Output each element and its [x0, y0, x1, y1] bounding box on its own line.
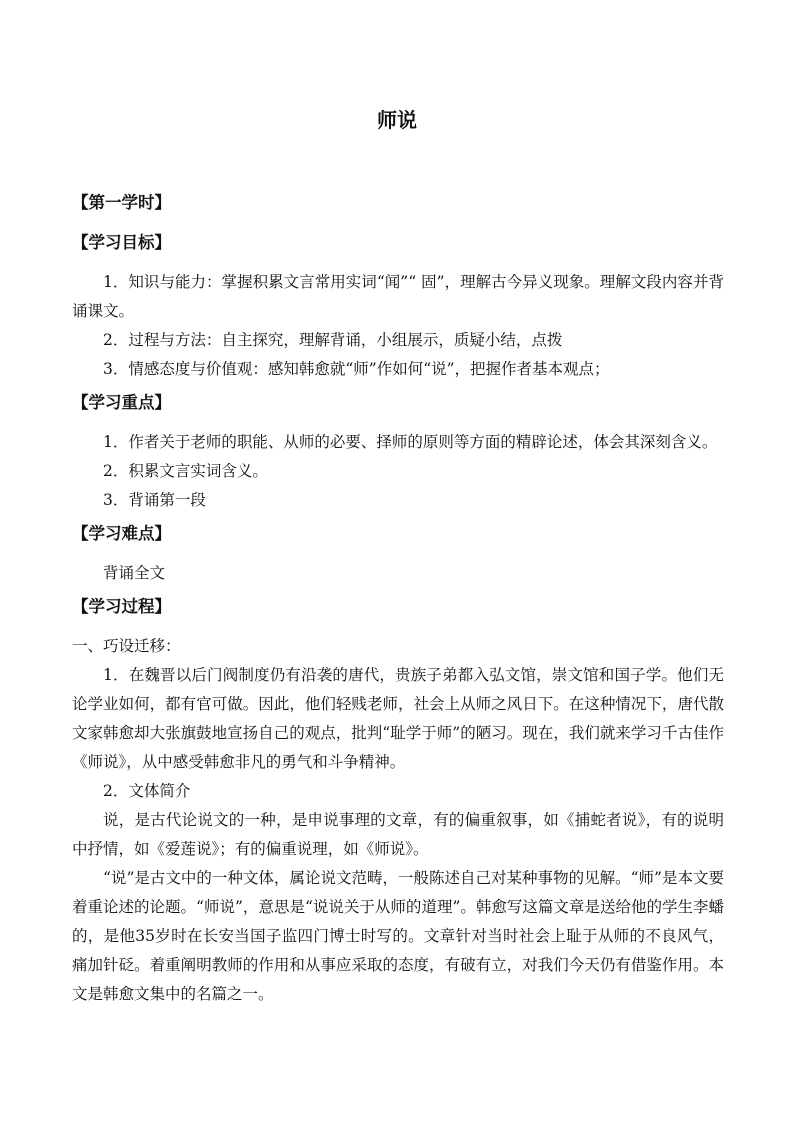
objective-item: 3．情感态度与价值观：感知韩愈就“师”作如何“说”，把握作者基本观点；	[103, 360, 610, 378]
difficulty-heading: 【学习难点】	[72, 524, 171, 543]
objective-item: 1．知识与能力：掌握积累文言常用实词“闻”“ 固”，理解古今异义现象。理解文段内容并背诵课文。	[72, 273, 724, 320]
intro-paragraph: 2．文体简介	[103, 782, 191, 800]
period-heading: 【第一学时】	[72, 193, 171, 212]
intro-paragraph: 说，是古代论说文的一种，是申说事理的文章，有的偏重叙事，如《捕蛇者说》，有的说明中抒情，如《爱莲说》；有的偏重说理，如《师说》。	[72, 811, 724, 858]
intro-paragraph: 1．在魏晋以后门阀制度仍有沿袭的唐代，贵族子弟都入弘文馆，崇文馆和国子学。他们无论学业如何，都有官可做。因此，他们轻贱老师，社会上从师之风日下。在这种情况下，唐代散文家韩愈却大张旗鼓地宣扬自己的观点，批判“耻学于师”的陋习。现在，我们就来学习千古佳作《师说》，从中感受韩愈非凡的勇气和斗争精神。	[72, 666, 724, 771]
keypoints-heading: 【学习重点】	[72, 393, 171, 412]
keypoint-item: 2．积累文言实词含义。	[103, 462, 268, 480]
objectives-heading: 【学习目标】	[72, 233, 171, 252]
intro-heading: 一、巧设迁移：	[72, 637, 181, 655]
document-body	[72, 188, 724, 1009]
objective-item: 2．过程与方法：自主探究，理解背诵，小组展示，质疑小结，点拨	[103, 331, 563, 349]
page-title: 师说	[377, 108, 417, 132]
intro-paragraph: “说”是古文中的一种文体，属论说文范畴，一般陈述自己对某种事物的见解。“师”是本文要着重论述的论题。“师说”，意思是“说说关于从师的道理”。韩愈写这篇文章是送给他的学生李蟠的，是他35岁时在长安当国子监四门博士时写的。文章针对当时社会上耻于从师的不良风气，痛加针砭。着重阐明教师的作用和从事应采取的态度，有破有立，对我们今天仍有借鉴作用。本文是韩愈文集中的名篇之一。	[72, 869, 724, 1003]
keypoint-item: 1．作者关于老师的职能、从师的必要、择师的原则等方面的精辟论述，体会其深刻含义。	[103, 433, 718, 451]
process-heading: 【学习过程】	[72, 597, 171, 616]
keypoint-item: 3．背诵第一段	[103, 491, 206, 509]
difficulty-text: 背诵全文	[103, 564, 166, 582]
